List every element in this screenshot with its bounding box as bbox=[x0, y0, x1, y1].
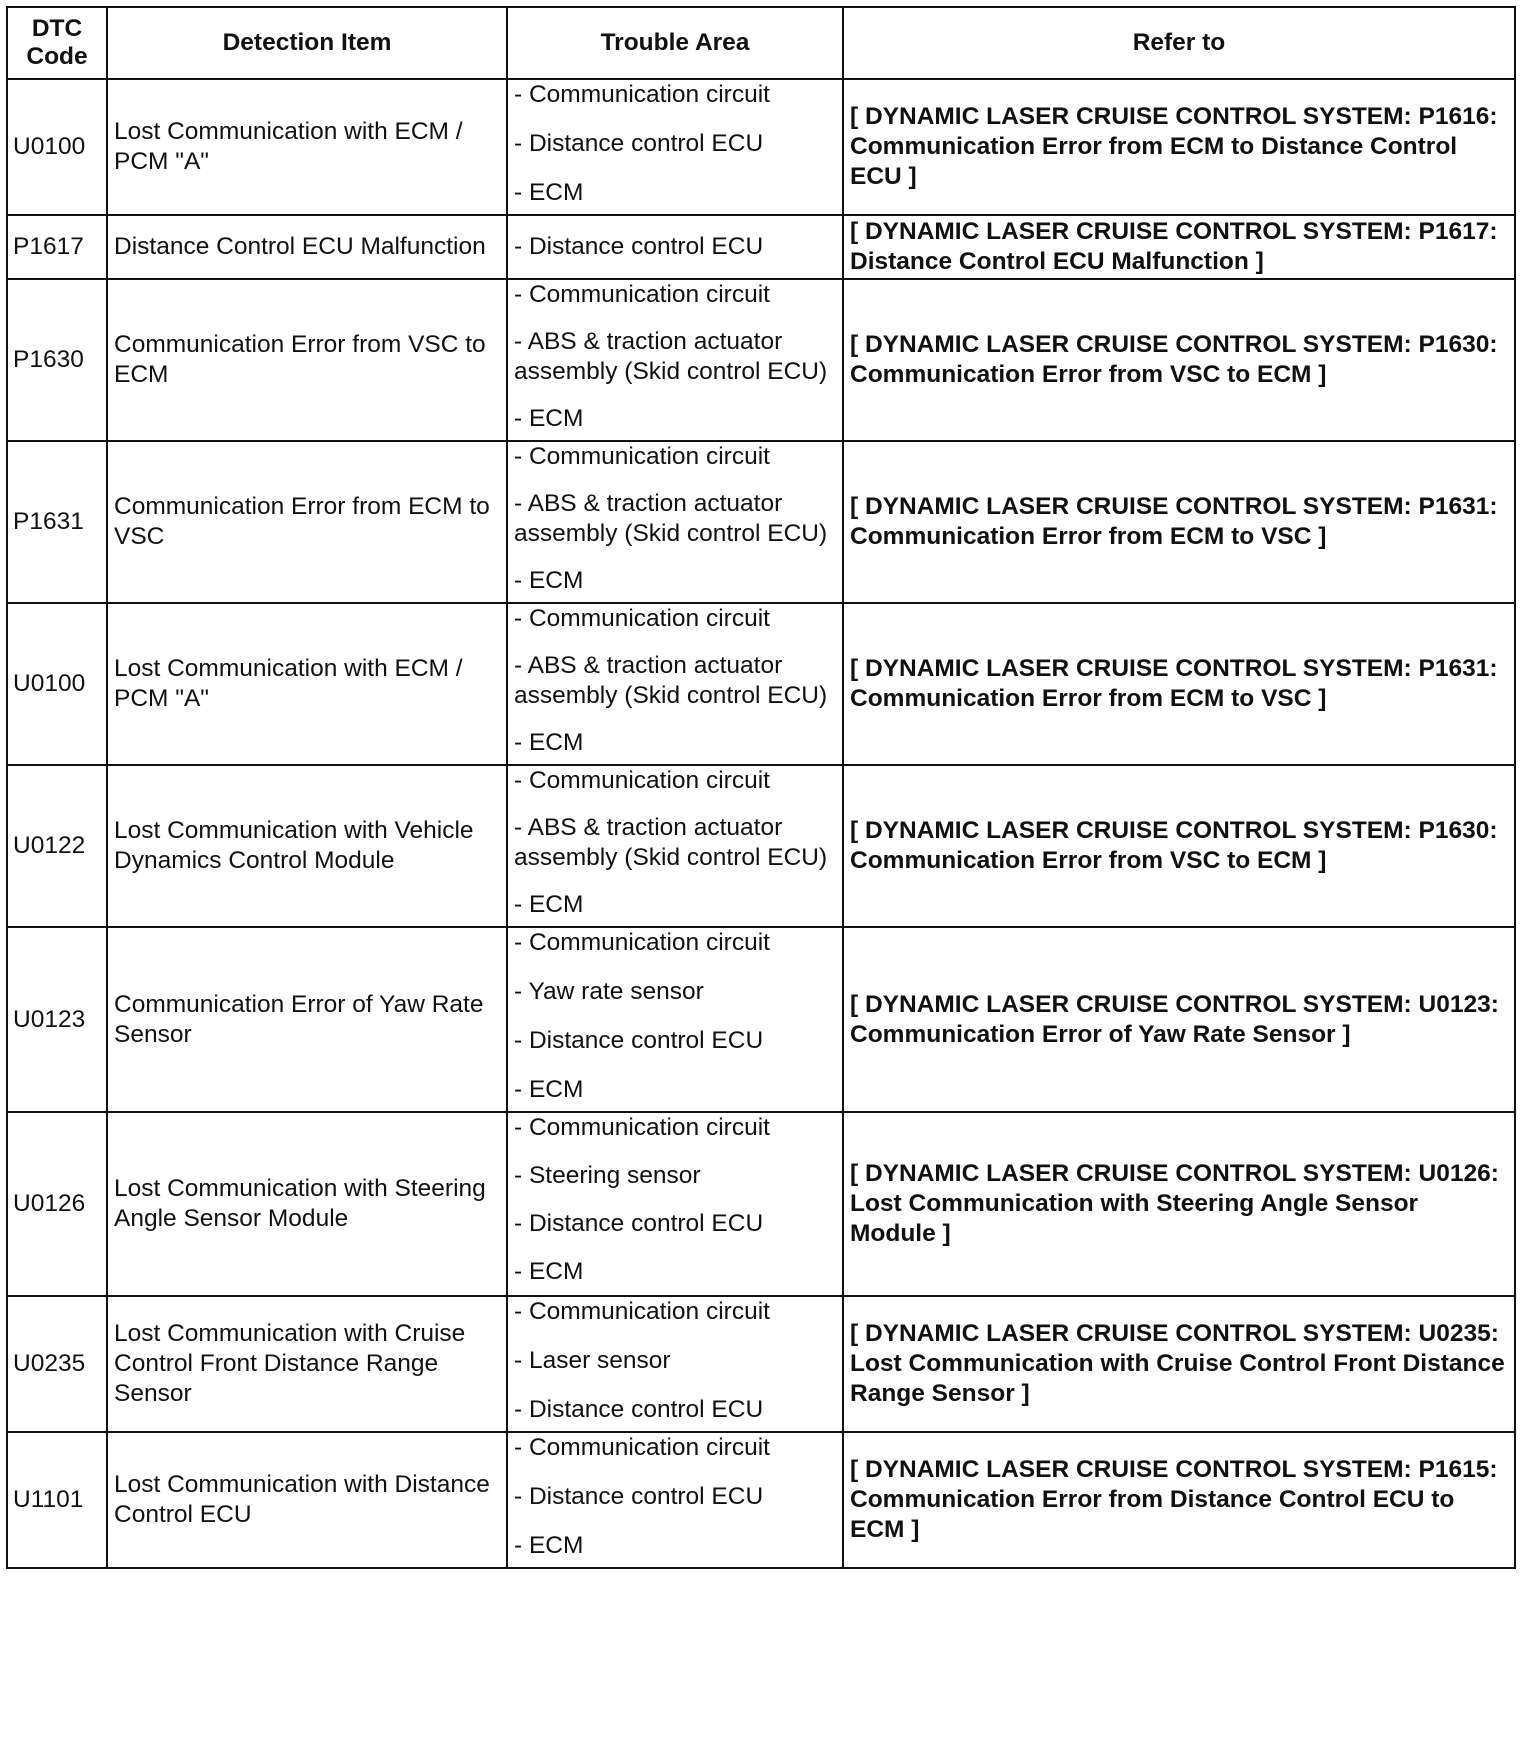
refer-to-link[interactable]: [ DYNAMIC LASER CRUISE CONTROL SYSTEM: P1631: Communication Error from ECM to VSC ] bbox=[843, 603, 1515, 765]
trouble-area-cell bbox=[507, 927, 843, 1112]
table-row bbox=[7, 765, 1515, 927]
trouble-area-cell bbox=[507, 603, 843, 765]
dtc-code-cell: U0100 bbox=[7, 603, 107, 765]
table-row bbox=[7, 1432, 1515, 1568]
refer-to-link[interactable]: [ DYNAMIC LASER CRUISE CONTROL SYSTEM: P1615: Communication Error from Distance Control ECU to ECM ] bbox=[843, 1432, 1515, 1568]
refer-to-link[interactable]: [ DYNAMIC LASER CRUISE CONTROL SYSTEM: P1630: Communication Error from VSC to ECM ] bbox=[843, 279, 1515, 441]
trouble-area-item: - ECM bbox=[514, 567, 584, 594]
table-row bbox=[7, 927, 1515, 1112]
detection-item-cell: Communication Error from ECM to VSC bbox=[107, 441, 507, 603]
trouble-area-item: - Distance control ECU bbox=[514, 233, 764, 260]
trouble-area-cell bbox=[507, 441, 843, 603]
dtc-code-cell: P1630 bbox=[7, 279, 107, 441]
dtc-code-cell: P1617 bbox=[7, 215, 107, 279]
trouble-area-item: - Communication circuit bbox=[514, 767, 770, 794]
trouble-area-item: - ABS & traction actuator assembly (Skid control ECU) bbox=[514, 814, 828, 871]
trouble-area-item: - Distance control ECU bbox=[514, 1396, 764, 1423]
trouble-area-item: - ABS & traction actuator assembly (Skid control ECU) bbox=[514, 328, 828, 385]
trouble-area-item: - ECM bbox=[514, 1532, 584, 1559]
trouble-area-item: - Communication circuit bbox=[514, 1114, 770, 1141]
detection-item-cell: Communication Error from VSC to ECM bbox=[107, 279, 507, 441]
trouble-area-cell bbox=[507, 215, 843, 279]
header-trouble-area: Trouble Area bbox=[507, 7, 843, 79]
trouble-area-cell bbox=[507, 1432, 843, 1568]
trouble-area-item: - Communication circuit bbox=[514, 929, 770, 956]
table-body bbox=[7, 79, 1515, 1568]
header-refer-to: Refer to bbox=[843, 7, 1515, 79]
trouble-area-item: - ECM bbox=[514, 179, 584, 206]
detection-item-cell: Distance Control ECU Malfunction bbox=[107, 215, 507, 279]
dtc-table-container bbox=[6, 6, 1514, 1569]
table-row bbox=[7, 441, 1515, 603]
trouble-area-item: - Steering sensor bbox=[514, 1162, 701, 1189]
refer-to-link[interactable]: [ DYNAMIC LASER CRUISE CONTROL SYSTEM: U0235: Lost Communication with Cruise Control Front Distance Range Sensor ] bbox=[843, 1296, 1515, 1432]
trouble-area-item: - ABS & traction actuator assembly (Skid control ECU) bbox=[514, 490, 828, 547]
dtc-code-cell: U1101 bbox=[7, 1432, 107, 1568]
table-row bbox=[7, 603, 1515, 765]
trouble-area-cell bbox=[507, 765, 843, 927]
table-row bbox=[7, 79, 1515, 215]
dtc-code-cell: P1631 bbox=[7, 441, 107, 603]
dtc-code-cell: U0123 bbox=[7, 927, 107, 1112]
trouble-area-cell bbox=[507, 279, 843, 441]
trouble-area-item: - ECM bbox=[514, 1076, 584, 1103]
dtc-table bbox=[6, 6, 1516, 1569]
refer-to-link[interactable]: [ DYNAMIC LASER CRUISE CONTROL SYSTEM: U0123: Communication Error of Yaw Rate Sensor ] bbox=[843, 927, 1515, 1112]
trouble-area-item: - ECM bbox=[514, 405, 584, 432]
table-row bbox=[7, 279, 1515, 441]
trouble-area-item: - Distance control ECU bbox=[514, 1210, 764, 1237]
dtc-code-cell: U0100 bbox=[7, 79, 107, 215]
trouble-area-item: - Communication circuit bbox=[514, 443, 770, 470]
trouble-area-cell bbox=[507, 1296, 843, 1432]
refer-to-link[interactable]: [ DYNAMIC LASER CRUISE CONTROL SYSTEM: P1630: Communication Error from VSC to ECM ] bbox=[843, 765, 1515, 927]
trouble-area-item: - ECM bbox=[514, 1258, 584, 1285]
trouble-area-item: - Distance control ECU bbox=[514, 130, 764, 157]
table-row bbox=[7, 1112, 1515, 1296]
refer-to-link[interactable]: [ DYNAMIC LASER CRUISE CONTROL SYSTEM: P1616: Communication Error from ECM to Distance Control ECU ] bbox=[843, 79, 1515, 215]
trouble-area-item: - Yaw rate sensor bbox=[514, 978, 704, 1005]
refer-to-link[interactable]: [ DYNAMIC LASER CRUISE CONTROL SYSTEM: U0126: Lost Communication with Steering Angle Sensor Module ] bbox=[843, 1112, 1515, 1296]
detection-item-cell: Lost Communication with Steering Angle Sensor Module bbox=[107, 1112, 507, 1296]
detection-item-cell: Lost Communication with ECM / PCM "A" bbox=[107, 79, 507, 215]
detection-item-cell: Lost Communication with Distance Control ECU bbox=[107, 1432, 507, 1568]
detection-item-cell: Lost Communication with ECM / PCM "A" bbox=[107, 603, 507, 765]
trouble-area-item: - Laser sensor bbox=[514, 1347, 671, 1374]
header-row bbox=[7, 7, 1515, 79]
header-detection-item: Detection Item bbox=[107, 7, 507, 79]
dtc-code-cell: U0126 bbox=[7, 1112, 107, 1296]
trouble-area-item: - Communication circuit bbox=[514, 1298, 770, 1325]
table-header bbox=[7, 7, 1515, 79]
detection-item-cell: Lost Communication with Vehicle Dynamics Control Module bbox=[107, 765, 507, 927]
trouble-area-item: - ECM bbox=[514, 891, 584, 918]
trouble-area-item: - ECM bbox=[514, 729, 584, 756]
trouble-area-cell bbox=[507, 79, 843, 215]
detection-item-cell: Communication Error of Yaw Rate Sensor bbox=[107, 927, 507, 1112]
refer-to-link[interactable]: [ DYNAMIC LASER CRUISE CONTROL SYSTEM: P1631: Communication Error from ECM to VSC ] bbox=[843, 441, 1515, 603]
trouble-area-item: - Communication circuit bbox=[514, 605, 770, 632]
dtc-code-cell: U0235 bbox=[7, 1296, 107, 1432]
header-dtc-code: DTC Code bbox=[7, 7, 107, 79]
trouble-area-item: - Communication circuit bbox=[514, 81, 770, 108]
table-row bbox=[7, 1296, 1515, 1432]
trouble-area-item: - Communication circuit bbox=[514, 281, 770, 308]
trouble-area-item: - ABS & traction actuator assembly (Skid control ECU) bbox=[514, 652, 828, 709]
detection-item-cell: Lost Communication with Cruise Control Front Distance Range Sensor bbox=[107, 1296, 507, 1432]
dtc-code-cell: U0122 bbox=[7, 765, 107, 927]
trouble-area-item: - Distance control ECU bbox=[514, 1483, 764, 1510]
trouble-area-item: - Distance control ECU bbox=[514, 1027, 764, 1054]
refer-to-link[interactable]: [ DYNAMIC LASER CRUISE CONTROL SYSTEM: P1617: Distance Control ECU Malfunction ] bbox=[843, 215, 1515, 279]
trouble-area-cell bbox=[507, 1112, 843, 1296]
table-row bbox=[7, 215, 1515, 279]
trouble-area-item: - Communication circuit bbox=[514, 1434, 770, 1461]
